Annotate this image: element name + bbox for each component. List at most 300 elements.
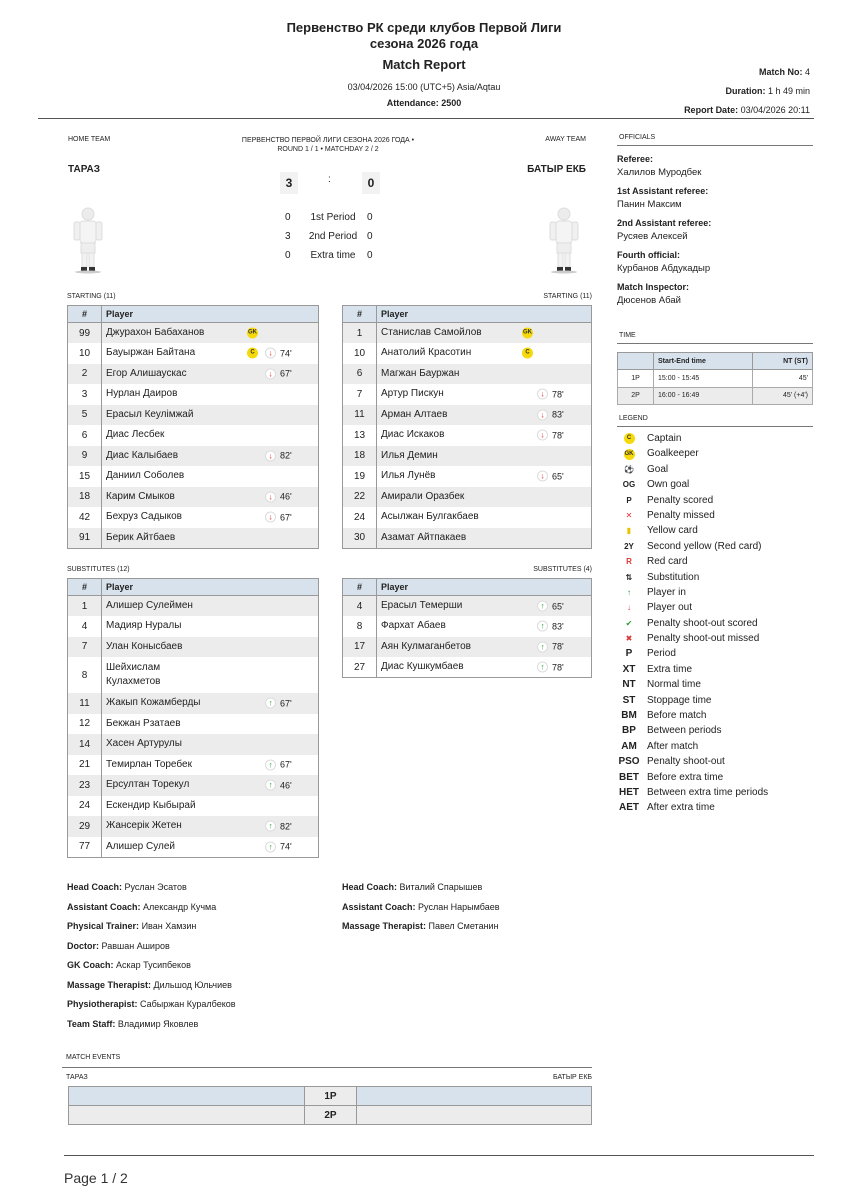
player-row [343, 507, 592, 528]
player-cell [102, 364, 319, 385]
player-name: Арман Алтаев [381, 408, 448, 420]
penalty-missed-icon: ✕ [625, 510, 633, 520]
official-name: Курбанов Абдукадыр [617, 263, 711, 274]
substitution-info [537, 641, 564, 652]
player-number: 4 [343, 596, 377, 617]
legend-label: Period [647, 648, 676, 660]
legend-label: After match [647, 740, 699, 752]
substitution-minute: 78' [552, 430, 564, 441]
legend-item [617, 554, 813, 569]
legend-item [617, 446, 813, 461]
home-staff [67, 878, 236, 1034]
home-starting-label: STARTING (11) [67, 293, 116, 300]
captain-icon: C [617, 431, 641, 446]
legend-label: After extra time [647, 802, 715, 814]
player-out-icon: ↓ [537, 389, 548, 400]
legend-label: Player in [647, 586, 686, 598]
player-row [68, 596, 319, 617]
staff-role: Team Staff: [67, 1018, 116, 1029]
player-cell [102, 616, 319, 637]
away-subs-label: SUBSTITUTES (4) [533, 566, 592, 573]
player-name: Жакып Кожамберды [106, 697, 201, 709]
player-cell [377, 616, 592, 637]
legend-item [617, 570, 813, 585]
player-cell [377, 323, 592, 344]
player-row [68, 837, 319, 858]
player-cell [102, 425, 319, 446]
legend-item [617, 508, 813, 523]
player-cell [102, 657, 319, 693]
player-in-icon: ↑ [265, 821, 276, 832]
player-row [68, 425, 319, 446]
player-out-icon: ↓ [265, 512, 276, 523]
player-cell [377, 657, 592, 678]
substitution-info [265, 512, 292, 523]
player-row [343, 616, 592, 637]
player-out-icon: ↓ [265, 368, 276, 379]
player-name: Мадияр Нуралы [106, 620, 182, 632]
player-in-icon: ↑ [265, 780, 276, 791]
player-cell [377, 446, 592, 467]
yellow-card-icon: ▮ [626, 526, 632, 536]
player-cell [102, 775, 319, 796]
player-name: Егор Алишаускас [106, 367, 187, 379]
legend-item [617, 477, 813, 492]
player-in-icon: ↑ [537, 641, 548, 652]
player-out-icon: ↓ [265, 450, 276, 461]
official-role: 2nd Assistant referee: [617, 218, 712, 228]
staff-member [67, 976, 236, 996]
official-name: Русяев Алексей [617, 231, 688, 242]
officials-section [617, 130, 813, 306]
player-number: 6 [343, 364, 377, 385]
player-number: 10 [68, 343, 102, 364]
official-role: Match Inspector: [617, 282, 690, 292]
player-name: Темирлан Торебек [106, 758, 192, 770]
substitution-info [537, 409, 564, 420]
player-row [343, 528, 592, 549]
report-date: Report Date: 03/04/2026 20:11 [684, 105, 810, 115]
legend-label: Penalty missed [647, 509, 715, 521]
player-in-icon: ↑ [265, 759, 276, 770]
player-cell [377, 425, 592, 446]
player-row [68, 528, 319, 549]
player-number: 14 [68, 734, 102, 755]
player-number: 29 [68, 816, 102, 837]
legend-item [617, 493, 813, 508]
official-name: Панин Максим [617, 199, 682, 210]
legend-item [617, 462, 813, 477]
substitution-info [537, 600, 564, 611]
col-player-header: Player [102, 579, 319, 596]
player-name: Диас Кушкумбаев [381, 661, 464, 672]
officials-heading: OFFICIALS [617, 130, 813, 146]
legend-label: Own goal [647, 479, 690, 491]
substitution-info [537, 661, 564, 672]
substitution-minute: 78' [552, 641, 564, 652]
staff-role: Head Coach: [67, 882, 123, 892]
substitution-minute: 65' [552, 471, 564, 482]
player-number: 5 [68, 405, 102, 426]
legend-item [617, 539, 813, 554]
player-row [68, 487, 319, 508]
period-row: 3 2nd Period 0 [285, 231, 373, 242]
player-number: 7 [68, 637, 102, 658]
player-number: 1 [68, 596, 102, 617]
player-cell [377, 466, 592, 487]
away-staff [342, 878, 499, 937]
substitution-minute: 74' [280, 348, 292, 359]
away-starting-label: STARTING (11) [543, 293, 592, 300]
player-cell [102, 734, 319, 755]
legend-code: ST [622, 694, 636, 706]
substitution-info [537, 471, 564, 482]
player-row [68, 343, 319, 364]
legend-item [617, 646, 813, 661]
legend-label: Normal time [647, 679, 701, 691]
player-number: 30 [343, 528, 377, 549]
player-row [343, 364, 592, 385]
player-cell [377, 343, 592, 364]
substitution-minute: 78' [552, 662, 564, 673]
staff-name: Руслан Эсатов [124, 882, 187, 892]
player-row [343, 657, 592, 678]
home-team-name: ТАРАЗ [68, 164, 100, 175]
time-row: 2P 16:00 - 16:49 45' (+4') [618, 387, 813, 405]
player-number: 8 [343, 616, 377, 637]
player-number: 1 [343, 323, 377, 344]
staff-role: Massage Therapist: [342, 921, 427, 931]
player-out-icon: ↓ [265, 491, 276, 502]
match-datetime: 03/04/2026 15:00 (UTC+5) Asia/Aqtau [347, 82, 501, 92]
substitution-minute: 83' [552, 621, 564, 632]
player-name: Жансерік Жетен [106, 820, 182, 832]
duration: Duration: 1 h 49 min [725, 86, 810, 96]
away-score: 0 [362, 172, 380, 194]
substitution-info [265, 698, 292, 709]
staff-name: Руслан Нарымбаев [418, 901, 500, 912]
player-number: 4 [68, 616, 102, 637]
legend-item [617, 677, 813, 692]
staff-role: Physical Trainer: [67, 921, 140, 931]
player-cell [102, 596, 319, 617]
staff-member [342, 878, 499, 898]
player-in-icon: ↑ [537, 621, 548, 632]
player-name: Амирали Оразбек [381, 490, 465, 502]
second-yellow-icon: 2Y [624, 541, 634, 551]
player-number: 99 [68, 323, 102, 344]
player-number: 17 [343, 637, 377, 658]
player-number: 23 [68, 775, 102, 796]
away-starting-table [342, 305, 592, 549]
player-row [343, 384, 592, 405]
player-number: 11 [343, 405, 377, 426]
legend-section [617, 411, 813, 816]
legend-code: P [625, 648, 633, 660]
player-cell [102, 507, 319, 528]
legend-label: Penalty shoot-out scored [647, 617, 758, 629]
goalkeeper-icon: GK [617, 446, 641, 461]
legend-item [617, 785, 813, 800]
player-cell [377, 364, 592, 385]
time-row: 1P 15:00 - 15:45 45' [618, 370, 813, 388]
goalkeeper-icon: GK [522, 328, 533, 339]
legend-label: Between extra time periods [647, 786, 769, 798]
header-divider [38, 118, 814, 119]
legend-item [617, 723, 813, 738]
match-no: Match No: 4 [758, 67, 810, 77]
legend-code: PSO [618, 756, 640, 768]
player-number: 2 [68, 364, 102, 385]
events-table [68, 1086, 592, 1125]
red-card-icon: R [626, 557, 632, 567]
col-num-header: # [343, 579, 377, 596]
time-section [617, 328, 813, 405]
substitution-info [537, 430, 564, 441]
player-number: 3 [68, 384, 102, 405]
events-home-team: ТАРАЗ [66, 1074, 88, 1081]
player-name: Диас Лесбек [106, 429, 165, 441]
legend-label: Extra time [647, 663, 693, 675]
substitution-minute: 83' [552, 409, 564, 420]
substitution-minute: 46' [280, 780, 292, 791]
legend-code: AET [619, 802, 639, 814]
player-row [343, 466, 592, 487]
staff-role: GK Coach: [67, 960, 114, 970]
home-subs-table [67, 578, 319, 858]
player-number: 91 [68, 528, 102, 549]
player-row [343, 446, 592, 467]
home-subs-label: SUBSTITUTES (12) [67, 566, 130, 573]
substitution-minute: 46' [280, 491, 292, 502]
player-row [343, 323, 592, 344]
player-out-icon: ↓ [537, 430, 548, 441]
substitution-info [537, 621, 564, 632]
away-team-name: БАТЫР ЕКБ [527, 164, 586, 175]
player-name: Алишер Сулеймен [106, 600, 193, 611]
staff-member [342, 917, 499, 937]
away-subs-table [342, 578, 592, 678]
player-name: Ерасыл Кеулімжай [106, 408, 194, 420]
legend-label: Player out [647, 602, 693, 614]
player-row [68, 637, 319, 658]
period-scores [272, 212, 382, 269]
player-name: Диас Искаков [381, 429, 445, 441]
home-team-label: HOME TEAM [68, 136, 111, 143]
player-name: Станислав Самойлов [381, 327, 482, 338]
staff-name: Дильшод Юльчиев [153, 979, 232, 990]
official-role: Fourth official: [617, 250, 680, 260]
player-cell [377, 637, 592, 658]
legend-item [617, 616, 813, 631]
player-name: Алишер Сулей [106, 840, 175, 852]
player-number: 12 [68, 714, 102, 735]
home-kit-icon [70, 206, 106, 274]
attendance: Attendance: 2500 [386, 98, 462, 108]
home-score: 3 [280, 172, 298, 194]
player-row [68, 714, 319, 735]
legend-label: Yellow card [647, 525, 698, 537]
player-out-icon: ↓ [537, 471, 548, 482]
match-summary [62, 130, 594, 290]
page-number: Page 1 / 2 [64, 1170, 128, 1186]
player-name: Магжан Бауржан [381, 367, 460, 379]
staff-role: Physiotherapist: [67, 999, 138, 1009]
substitution-info [265, 841, 292, 852]
col-num-header: # [68, 579, 102, 596]
player-number: 22 [343, 487, 377, 508]
staff-role: Head Coach: [342, 882, 398, 892]
substitution-icon: ⇅ [625, 572, 633, 582]
legend-label: Between periods [647, 725, 722, 737]
report-title: Match Report [382, 57, 466, 72]
player-row [343, 596, 592, 617]
player-number: 7 [343, 384, 377, 405]
player-name: Анатолий Красотин [381, 347, 472, 359]
legend-label: Substitution [647, 571, 700, 583]
legend-code: NT [622, 679, 636, 691]
official-name: Халилов Муродбек [617, 167, 702, 178]
player-cell [102, 528, 319, 549]
player-row [68, 816, 319, 837]
legend-label: Penalty scored [647, 494, 714, 506]
player-row [68, 755, 319, 776]
captain-icon: C [247, 348, 258, 359]
legend-item [617, 431, 813, 446]
player-name: Улан Конысбаев [106, 640, 183, 652]
legend-code: BM [621, 710, 637, 722]
legend-label: Before extra time [647, 771, 724, 783]
substitution-minute: 82' [280, 821, 292, 832]
player-cell [102, 487, 319, 508]
player-number: 11 [68, 693, 102, 714]
player-row [68, 616, 319, 637]
col-num-header: # [68, 306, 102, 323]
shootout-scored-icon: ✔ [625, 618, 633, 628]
events-period-row: 2P [69, 1106, 592, 1125]
player-row [68, 384, 319, 405]
player-row [68, 466, 319, 487]
staff-member [67, 917, 236, 937]
col-player-header: Player [102, 306, 319, 323]
staff-role: Doctor: [67, 940, 99, 951]
staff-member [67, 956, 236, 976]
staff-member [67, 898, 236, 918]
legend-label: Penalty shoot-out missed [647, 633, 760, 645]
legend-item [617, 631, 813, 646]
staff-name: Виталий Спарышев [399, 882, 483, 892]
player-row [343, 343, 592, 364]
substitution-minute: 67' [280, 759, 292, 770]
goal-icon: ⚽ [624, 464, 634, 474]
player-number: 27 [343, 657, 377, 678]
player-name: Карим Смыков [106, 490, 175, 502]
player-cell [102, 714, 319, 735]
substitution-info [537, 389, 564, 400]
legend-label: Captain [647, 433, 682, 444]
player-name: Аян Кулмаганбетов [381, 640, 471, 652]
player-cell [102, 796, 319, 817]
player-name: Берик Айтбаев [106, 531, 176, 543]
legend-item [617, 523, 813, 538]
player-cell [102, 755, 319, 776]
substitution-minute: 67' [280, 512, 292, 523]
player-row [68, 775, 319, 796]
season-title: сезона 2026 года [369, 36, 479, 51]
legend-item [617, 585, 813, 600]
staff-name: Павел Сметанин [428, 921, 499, 931]
col-player-header: Player [377, 306, 592, 323]
substitution-minute: 74' [280, 841, 292, 852]
substitution-info [265, 759, 292, 770]
substitution-info [265, 821, 292, 832]
player-in-icon: ↑ [537, 662, 548, 673]
player-in-icon: ↑ [265, 698, 276, 709]
substitution-minute: 67' [280, 368, 292, 379]
time-heading: TIME [617, 328, 813, 344]
player-row [343, 405, 592, 426]
player-out-icon: ↓ [627, 603, 631, 613]
player-cell [377, 487, 592, 508]
shootout-missed-icon: ✖ [625, 634, 633, 644]
legend-item [617, 800, 813, 815]
legend-heading: LEGEND [617, 411, 813, 427]
player-in-icon: ↑ [627, 587, 631, 597]
player-name: Бехруз Садыков [106, 511, 182, 523]
staff-name: Владимир Яковлев [117, 1018, 199, 1029]
staff-role: Assistant Coach: [342, 901, 416, 912]
player-cell [102, 405, 319, 426]
staff-name: Аскар Тусипбеков [116, 960, 191, 970]
staff-name: Александр Кучма [143, 901, 217, 912]
player-cell [377, 528, 592, 549]
player-name: Шейхислам Кулахметов [106, 662, 161, 687]
official-name: Дюсенов Абай [617, 295, 681, 306]
captain-icon: C [522, 348, 533, 359]
player-name: Бауыржан Байтана [106, 347, 196, 359]
player-name: Ерасыл Темерши [381, 600, 463, 611]
player-name: Ескендир Кыбырай [106, 799, 196, 811]
player-row [68, 323, 319, 344]
player-number: 42 [68, 507, 102, 528]
competition-title: Первенство РК среди клубов Первой Лиги [286, 20, 562, 35]
substitution-info [265, 368, 292, 379]
player-number: 21 [68, 755, 102, 776]
staff-name: Иван Хамзин [141, 921, 197, 931]
official-role: Referee: [617, 154, 654, 164]
player-out-icon: ↓ [265, 348, 276, 359]
player-row [343, 425, 592, 446]
legend-code: BET [619, 771, 639, 783]
player-name: Ерсултан Торекул [106, 779, 190, 791]
substitution-minute: 65' [552, 601, 564, 612]
player-cell [102, 816, 319, 837]
staff-member [67, 995, 236, 1015]
player-cell [102, 837, 319, 858]
events-away-team: БАТЫР ЕКБ [553, 1074, 592, 1081]
legend-label: Stoppage time [647, 694, 712, 706]
player-number: 8 [68, 657, 102, 693]
player-row [68, 796, 319, 817]
player-cell [102, 637, 319, 658]
official-role: 1st Assistant referee: [617, 186, 709, 196]
player-number: 10 [343, 343, 377, 364]
player-cell [377, 405, 592, 426]
match-meta [684, 63, 810, 120]
legend-item [617, 708, 813, 723]
col-player-header: Player [377, 579, 592, 596]
player-cell [377, 384, 592, 405]
